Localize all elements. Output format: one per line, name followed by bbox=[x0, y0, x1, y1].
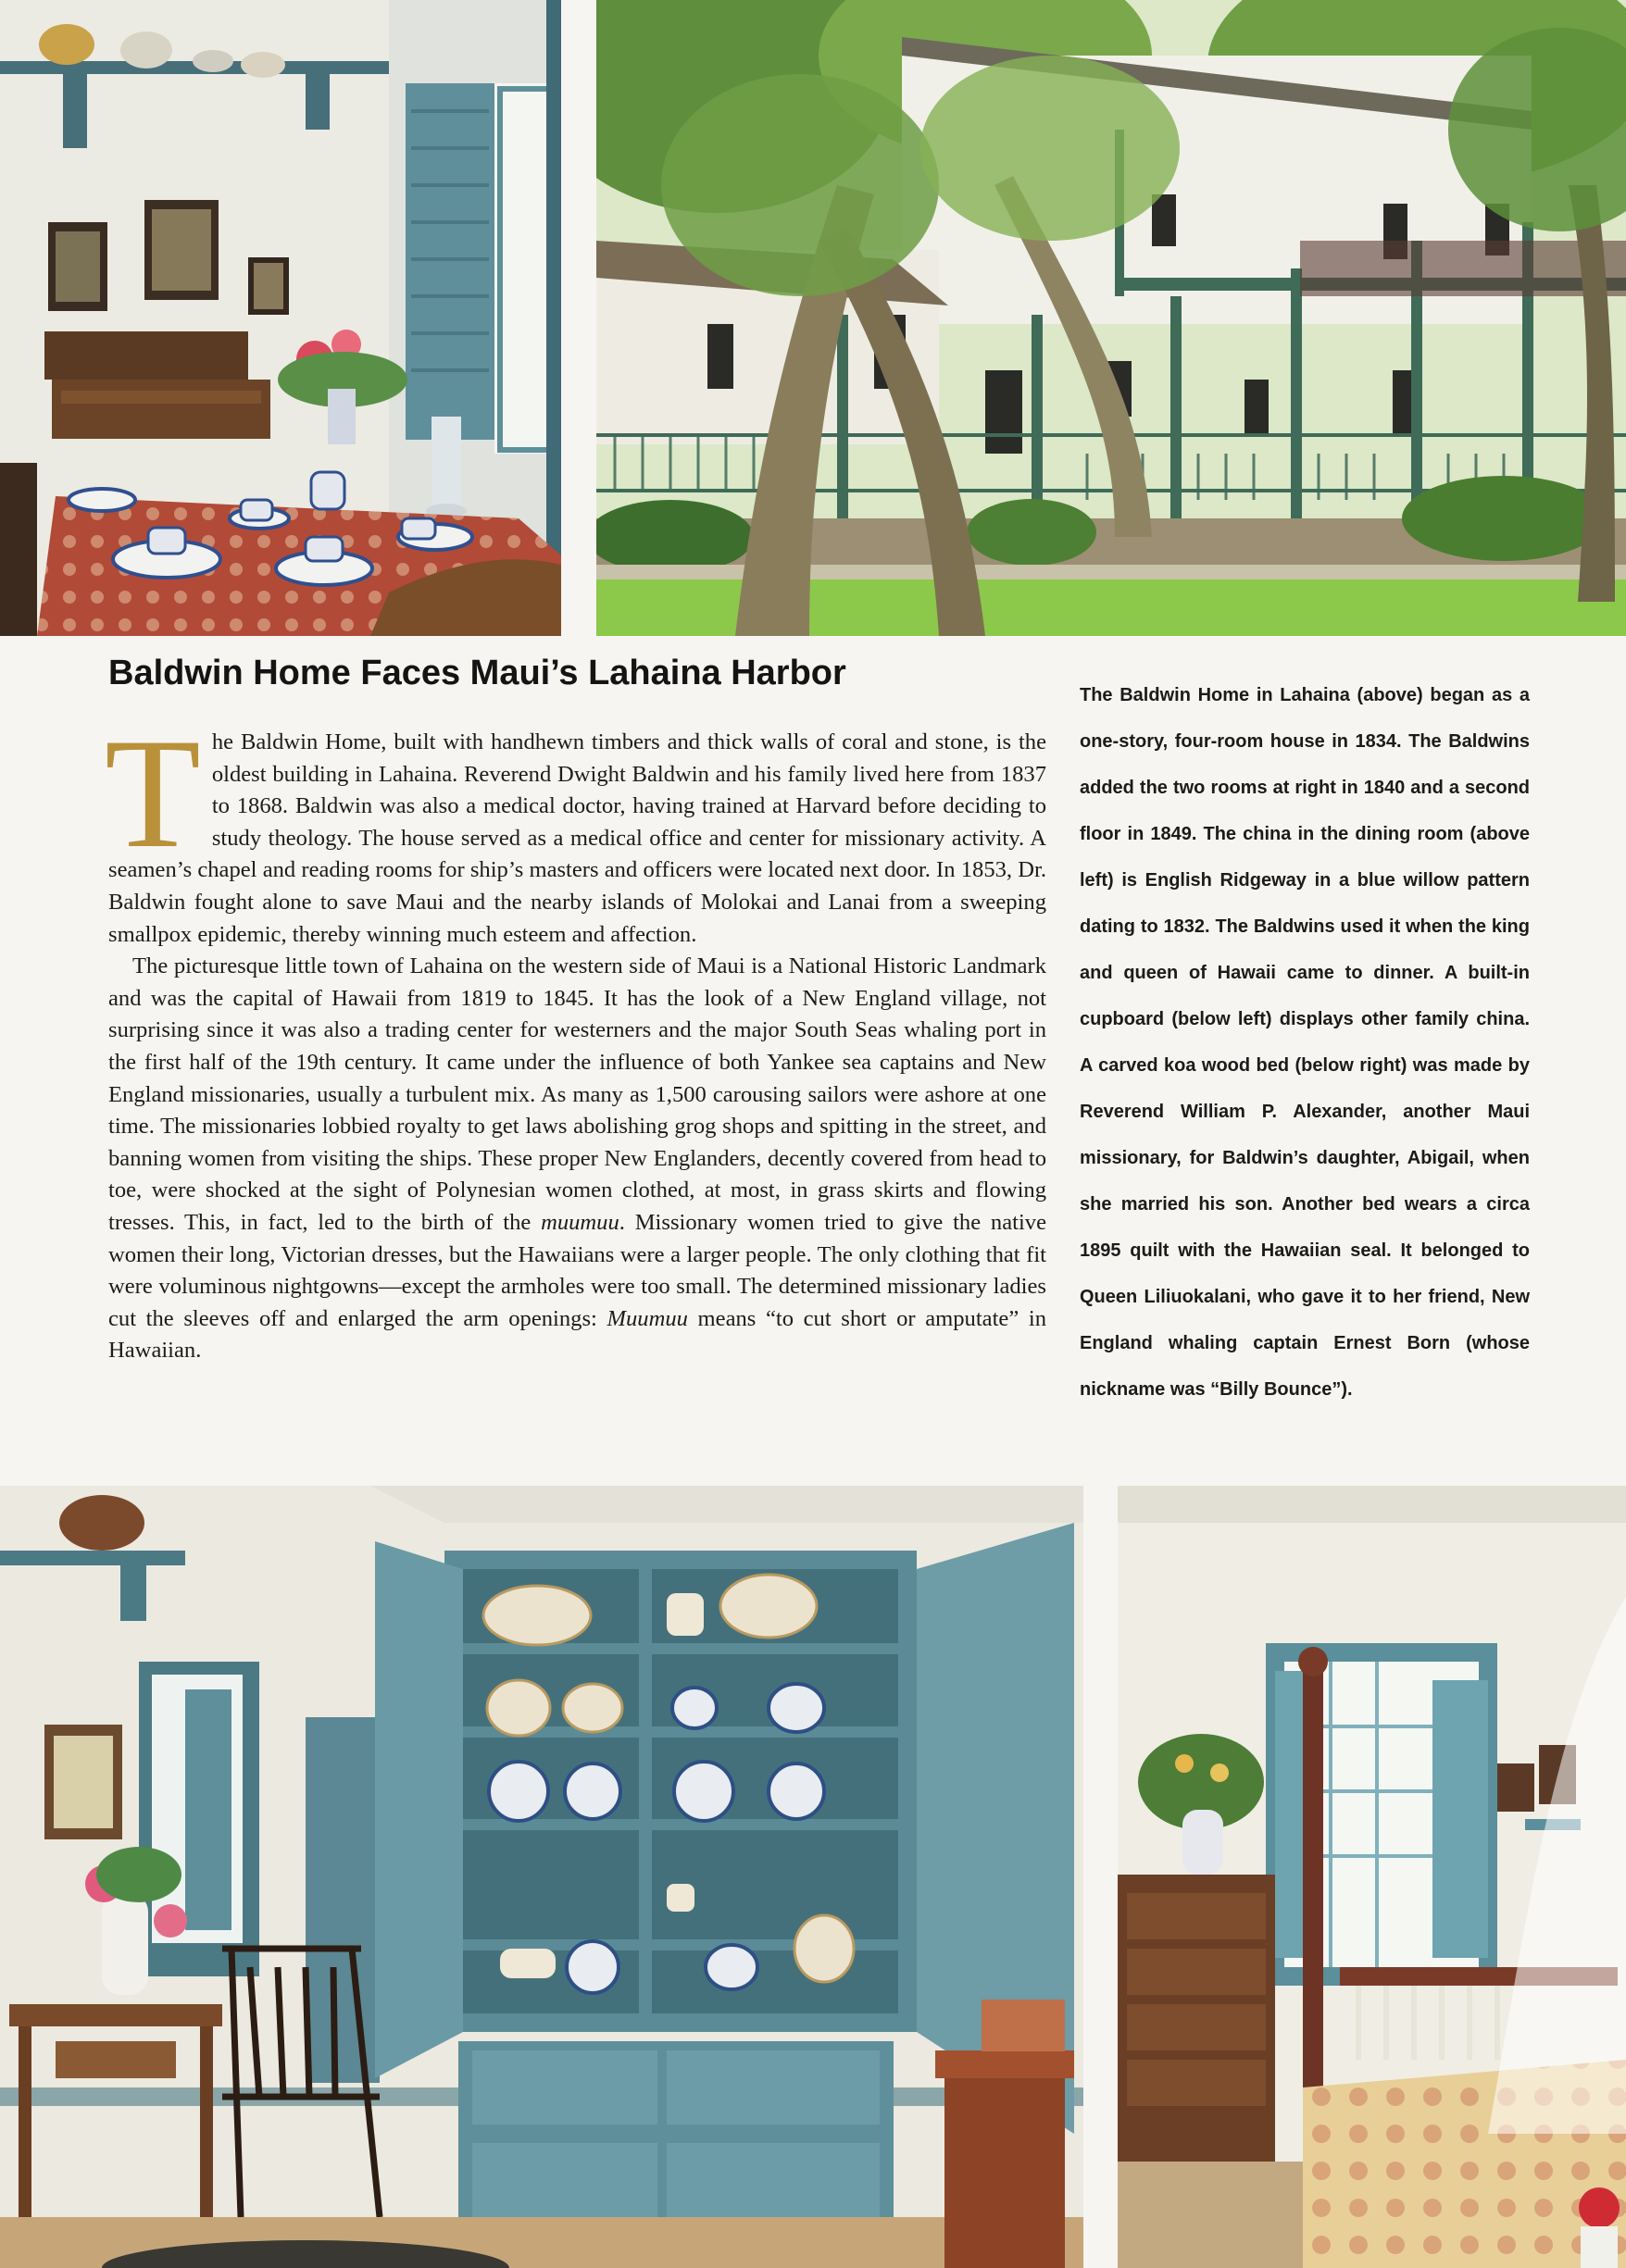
dining-room-photo bbox=[0, 0, 561, 636]
baldwin-home-exterior-photo bbox=[596, 0, 1626, 636]
italic-muumuu: muumuu bbox=[541, 1209, 619, 1235]
photo-caption bbox=[1080, 672, 1530, 1413]
paragraph-2-text-b: . Missionary women tried to give the native women their long, Victorian dresses, but the Hawaiians were a larger people. The only clothing that fit were voluminous nightgowns—except the armholes were too small. The determined missionary ladies cut the sleeves off and enlarged the arm openings: bbox=[108, 1209, 1046, 1331]
article-body bbox=[105, 706, 1046, 1367]
paragraph-2-text-a: The picturesque little town of Lahaina on the western side of Maui is a National Historic Landmark and was the capital of Hawaii from 1819 to 1845. It has the look of a New England village, not surprising since it was also a trading center for westerners and the major South Seas whaling port in the first half of the 19th century. It came under the influence of both Yankee sea captains and New England missionaries, usually a turbulent mix. As many as 1,500 carousing sailors were ashore at one time. The missionaries lobbied royalty to get laws abolishing grog shops and spitting in the street, and banning women from visiting the ships. These proper New Englanders, decently covered from head to toe, were shocked at the sight of Polynesian women clothed, at most, in grass skirts and flowing tresses. This, in fact, led to the birth of the bbox=[108, 953, 1046, 1235]
paragraph-1-text: he Baldwin Home, built with handhewn timbers and thick walls of coral and stone, is the oldest building in Lahaina. Reverend Dwight Baldwin and his family lived here from 1837 to 1868. Baldwin was also a medical doctor, having trained at Harvard before deciding to study theology. The house served as a medical office and center for missionary activity. A seamen’s chapel and reading rooms for ship’s masters and officers were located next door. In 1853, Dr. Baldwin fought alone to save Maui and the nearby islands of Molokai and Lanai from a sweeping smallpox epidemic, thereby winning much esteem and affection. bbox=[108, 729, 1046, 947]
article-headline: Baldwin Home Faces Maui’s Lahaina Harbor bbox=[108, 654, 846, 692]
caption-text: The Baldwin Home in Lahaina (above) began as a one-story, four-room house in 1834. The Baldwins added the two rooms at right in 1840 and a second floor in 1849. The china in the dining room (above left) is English Ridgeway in a blue willow pattern dating to 1832. The Baldwins used it when the king and queen of Hawaii came to dinner. A built-in cupboard (below left) displays other family china. A carved koa wood bed (below right) was made by Reverend William P. Alexander, another Maui missionary, for Baldwin’s daughter, Abigail, when she married his son. Another bed wears a circa 1895 quilt with the Hawaiian seal. It belonged to Queen Liliuokalani, who gave it to her friend, New England whaling captain Ernest Born (whose nickname was “Billy Bounce”). bbox=[1080, 685, 1530, 1400]
italic-muumuu-2: Muumuu bbox=[607, 1305, 688, 1331]
paragraph-1 bbox=[105, 706, 1046, 951]
koa-bed-bedroom-photo bbox=[1118, 1486, 1626, 2268]
built-in-cupboard-photo bbox=[0, 1486, 1083, 2268]
drop-cap: T bbox=[105, 706, 201, 880]
paragraph-2-text-c: means “to cut short or amputate” in Hawaiian. bbox=[108, 1305, 1046, 1364]
paragraph-2 bbox=[108, 951, 1046, 1367]
